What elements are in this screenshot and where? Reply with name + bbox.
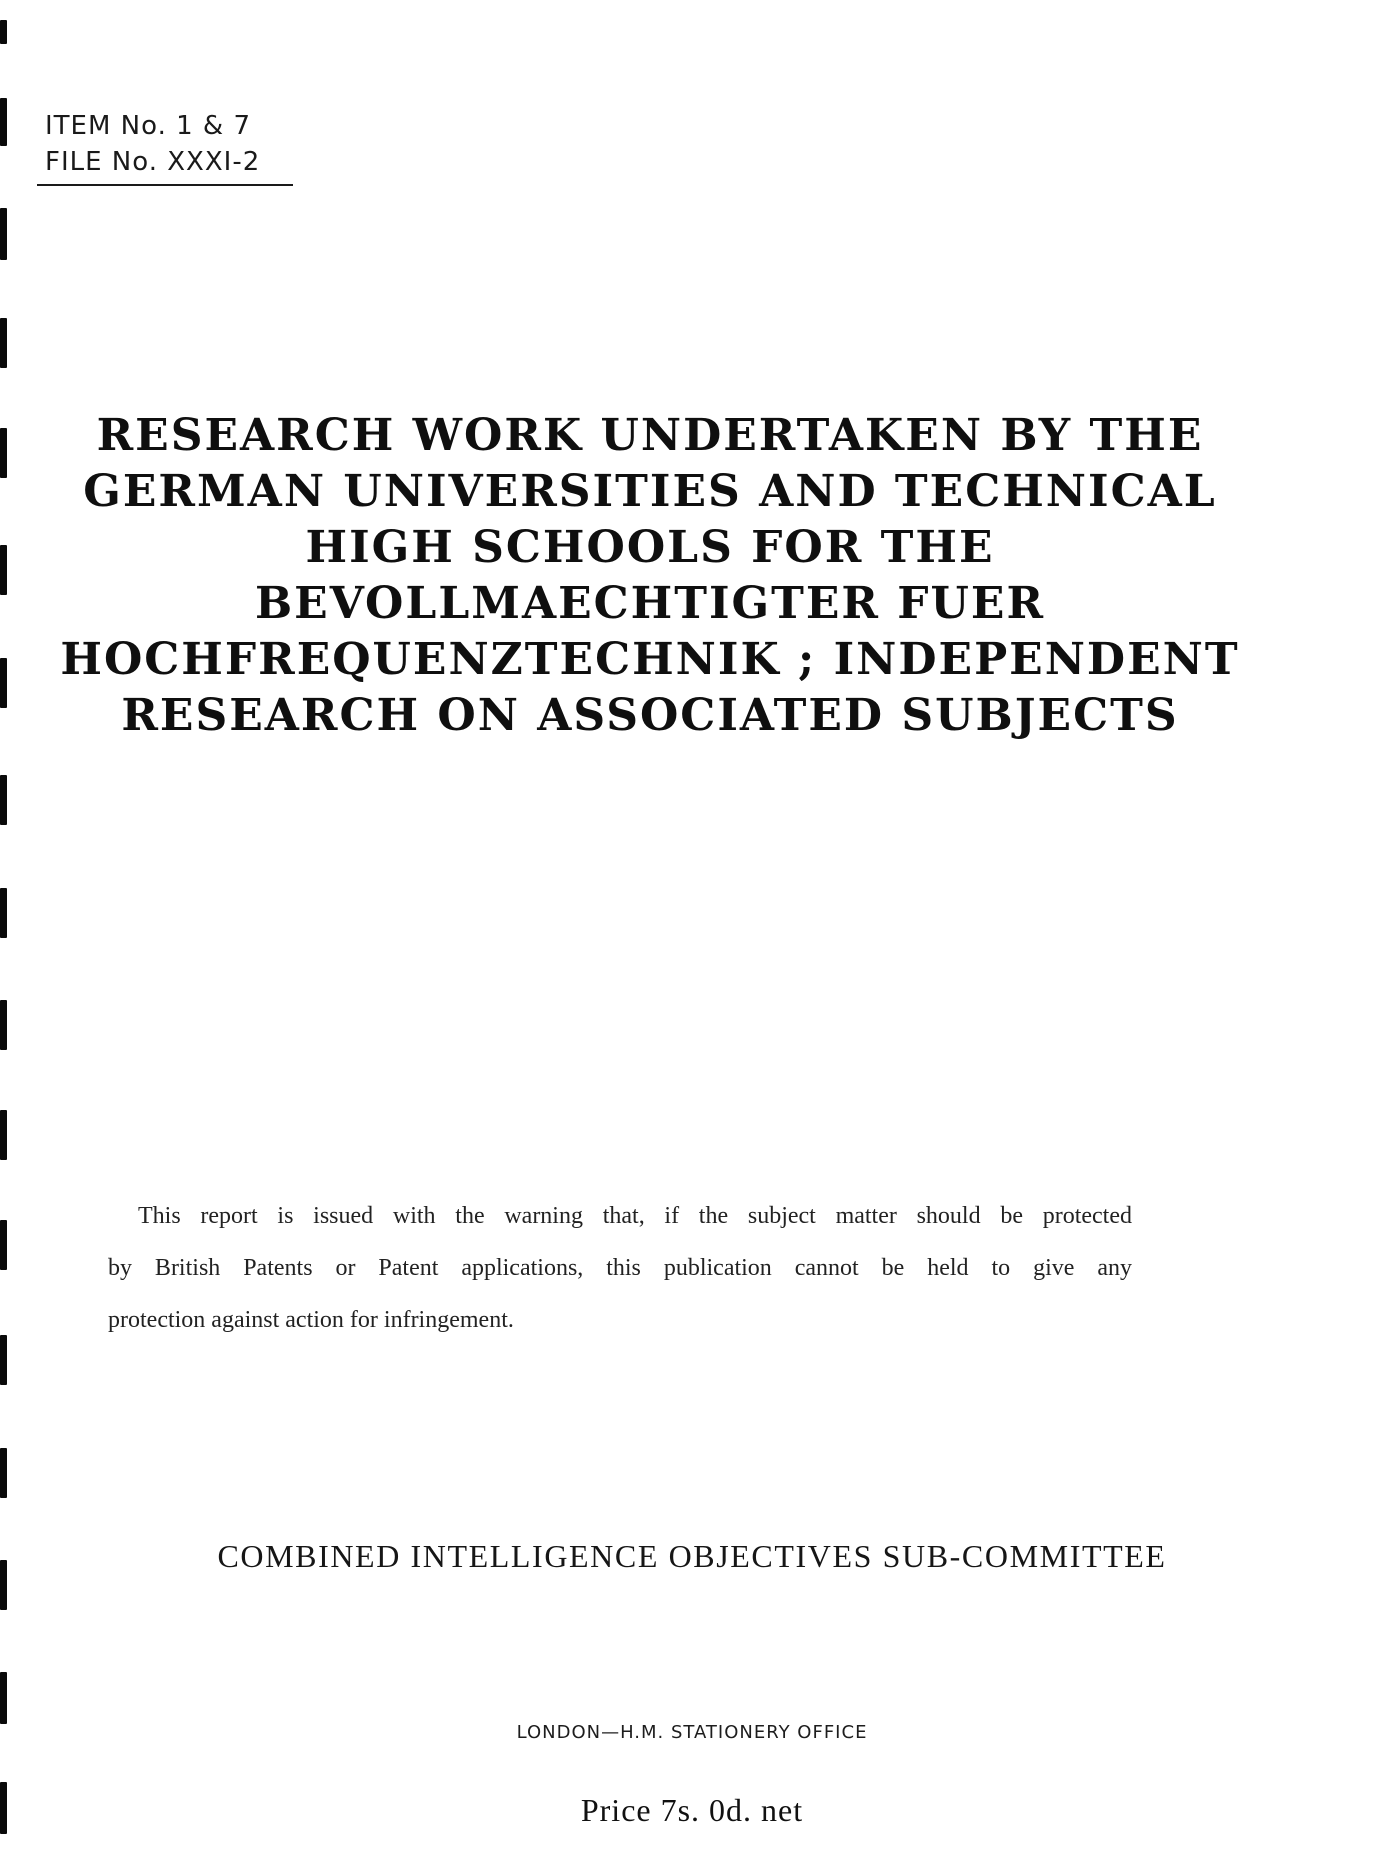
binding-mark [0, 1110, 7, 1160]
binding-mark [0, 20, 7, 44]
file-reference-underline [37, 184, 293, 186]
binding-mark [0, 98, 7, 146]
file-number: FILE No. XXXI-2 [45, 147, 261, 177]
binding-mark [0, 318, 7, 368]
title-line: BEVOLLMAECHTIGTER FUER [254, 578, 1046, 629]
binding-mark [0, 1672, 7, 1724]
binding-mark [0, 1448, 7, 1498]
binding-mark [0, 545, 7, 595]
warning-line: by British Patents or Patent applications, this publication cannot be held to give any [108, 1255, 1132, 1281]
binding-mark [0, 1220, 7, 1270]
title-line: HOCHFREQUENZTECHNIK ; INDEPENDENT [60, 634, 1240, 685]
binding-mark [0, 428, 7, 478]
binding-mark [0, 888, 7, 938]
binding-mark [0, 658, 7, 708]
item-number: ITEM No. 1 & 7 [45, 111, 251, 141]
title-line: GERMAN UNIVERSITIES AND TECHNICAL [83, 466, 1217, 517]
file-reference [45, 108, 293, 186]
publisher: LONDON—H.M. STATIONERY OFFICE [516, 1722, 868, 1743]
price: Price 7s. 0d. net [580, 1792, 804, 1828]
patent-warning [108, 1190, 1132, 1346]
binding-mark [0, 1000, 7, 1050]
title-line: RESEARCH WORK UNDERTAKEN BY THE [96, 410, 1204, 461]
binding-mark [0, 1335, 7, 1385]
title-line: RESEARCH ON ASSOCIATED SUBJECTS [121, 690, 1179, 741]
title-line: HIGH SCHOOLS FOR THE [305, 522, 995, 573]
binding-mark [0, 208, 7, 260]
report-title [60, 408, 1240, 744]
issuing-committee: COMBINED INTELLIGENCE OBJECTIVES SUB-COMMITTEE [217, 1538, 1167, 1574]
binding-mark [0, 775, 7, 825]
warning-line: protection against action for infringement. [108, 1307, 514, 1333]
warning-line: This report is issued with the warning that, if the subject matter should be protected [138, 1203, 1132, 1229]
